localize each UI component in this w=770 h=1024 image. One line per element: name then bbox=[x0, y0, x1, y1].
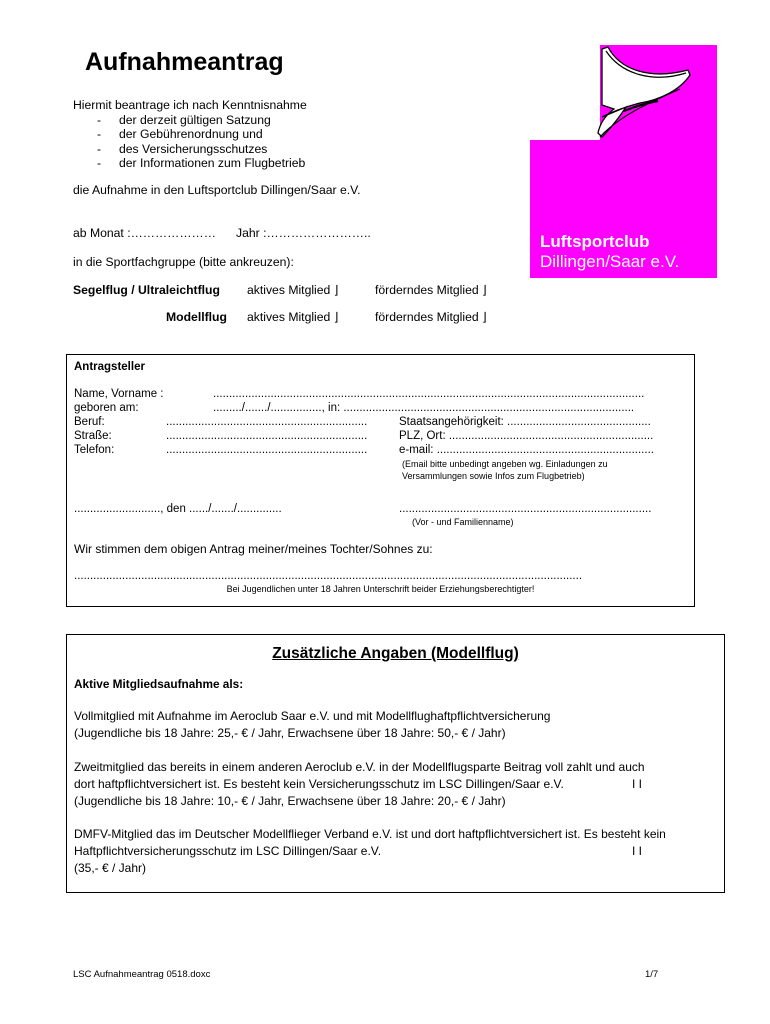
staats-field[interactable]: Staatsangehörigkeit: ............................................. bbox=[399, 416, 651, 428]
strasse-field[interactable]: ............................................................... bbox=[166, 430, 368, 442]
dmfv-checkbox[interactable]: I I bbox=[632, 844, 643, 858]
plz-field[interactable]: PLZ, Ort: ................................................................ bbox=[399, 430, 654, 442]
signature-label: (Vor - und Familienname) bbox=[412, 517, 514, 527]
telefon-label: Telefon: bbox=[74, 444, 115, 456]
list-item-text: der Gebührenordnung und bbox=[119, 127, 263, 141]
zweitmitglied-checkbox[interactable]: I I bbox=[632, 777, 643, 791]
list-item-text: der derzeit gültigen Satzung bbox=[119, 112, 271, 127]
page-title: Aufnahmeantrag bbox=[85, 48, 284, 76]
antragsteller-section bbox=[66, 354, 695, 607]
ab-monat-field[interactable]: ab Monat :………………… bbox=[73, 226, 216, 240]
modellflug-label: Modellflug bbox=[166, 310, 227, 324]
beruf-label: Beruf: bbox=[74, 416, 105, 428]
list-dash: - bbox=[97, 112, 102, 127]
option-text: Haftpflichtversicherungsschutz im LSC Dillingen/Saar e.V. bbox=[74, 844, 382, 858]
club-line: die Aufnahme in den Luftsportclub Dillingen/Saar e.V. bbox=[73, 183, 361, 197]
zweitmitglied-option[interactable] bbox=[74, 759, 645, 810]
modellflug-aktiv-checkbox[interactable]: aktives Mitglied ⌋ bbox=[247, 310, 339, 324]
consent-signature-field[interactable]: ............................................................................................................................................................... bbox=[74, 570, 583, 582]
list-item-text: des Versicherungsschutzes bbox=[119, 141, 268, 156]
zusatz-title: Zusätzliche Angaben (Modellflug) bbox=[272, 645, 519, 662]
list-item bbox=[73, 156, 307, 171]
sportfach-label: in die Sportfachgruppe (bitte ankreuzen): bbox=[73, 255, 294, 269]
list-item bbox=[73, 113, 307, 128]
jahr-field[interactable]: Jahr :…………………….. bbox=[236, 226, 371, 240]
option-text: (Jugendliche bis 18 Jahre: 25,- € / Jahr, Erwachsene über 18 Jahre: 50,- € / Jahr) bbox=[74, 726, 506, 740]
option-text: (Jugendliche bis 18 Jahre: 10,- € / Jahr, Erwachsene über 18 Jahre: 20,- € / Jahr) bbox=[74, 794, 506, 808]
logo-club-place: Dillingen/Saar e.V. bbox=[540, 252, 680, 271]
geboren-field[interactable]: ........./......./................, in: ........................................................................................... bbox=[213, 402, 635, 414]
option-text: Zweitmitglied das bereits in einem anderen Aeroclub e.V. in der Modellflugsparte Beitrag voll zahlt und auch bbox=[74, 760, 645, 774]
signature-field[interactable]: ............................................................................... bbox=[399, 503, 652, 515]
email-note: (Email bitte unbedingt angeben wg. Einladungen zu bbox=[402, 459, 608, 469]
option-text: (35,- € / Jahr) bbox=[74, 861, 147, 875]
email-note: Versammlungen sowie Infos zum Flugbetrieb) bbox=[402, 471, 585, 481]
zusatz-subtitle: Aktive Mitgliedsaufnahme als: bbox=[74, 677, 244, 691]
list-item-text: der Informationen zum Flugbetrieb bbox=[119, 156, 306, 170]
telefon-field[interactable]: ............................................................... bbox=[166, 444, 368, 456]
option-text: Vollmitglied mit Aufnahme im Aeroclub Saar e.V. und mit Modellflughaftpflichtversicherung bbox=[74, 709, 551, 723]
antragsteller-heading: Antragsteller bbox=[74, 361, 145, 373]
list-dash: - bbox=[97, 156, 102, 170]
geboren-label: geboren am: bbox=[74, 402, 139, 414]
option-text: dort haftpflichtversichert ist. Es besteht kein Versicherungsschutz im LSC Dillingen/Saar e.V. bbox=[74, 777, 564, 791]
list-dash: - bbox=[97, 141, 102, 156]
consent-text: Wir stimmen dem obigen Antrag meiner/meines Tochter/Sohnes zu: bbox=[74, 542, 433, 556]
beruf-field[interactable]: ............................................................... bbox=[166, 416, 368, 428]
consent-note: Bei Jugendlichen unter 18 Jahren Unterschrift beider Erziehungsberechtigter! bbox=[226, 584, 535, 594]
list-dash: - bbox=[97, 127, 102, 141]
list-item bbox=[73, 142, 307, 157]
name-label: Name, Vorname : bbox=[74, 388, 164, 400]
intro-line: Hiermit beantrage ich nach Kenntnisnahme bbox=[73, 98, 307, 112]
dmfv-option[interactable] bbox=[74, 826, 666, 877]
intro-text bbox=[73, 98, 307, 171]
segelflug-aktiv-checkbox[interactable]: aktives Mitglied ⌋ bbox=[247, 283, 339, 297]
segelflug-foerdernd-checkbox[interactable]: förderndes Mitglied ⌋ bbox=[375, 283, 487, 297]
zusatz-section bbox=[66, 634, 725, 893]
footer-page-number: 1/7 bbox=[645, 969, 659, 980]
name-field[interactable]: ....................................................................................................................................... bbox=[213, 388, 645, 400]
logo-club-name: Luftsportclub bbox=[540, 232, 650, 251]
logo-text bbox=[540, 232, 679, 272]
vollmitglied-option[interactable] bbox=[74, 708, 550, 742]
ort-datum-field[interactable]: ..........................., den ....../......./.............. bbox=[74, 503, 282, 515]
segelflug-label: Segelflug / Ultraleichtflug bbox=[73, 283, 220, 297]
footer-filename: LSC Aufnahmeantrag 0518.doxc bbox=[73, 969, 211, 980]
strasse-label: Straße: bbox=[74, 430, 112, 442]
list-item bbox=[73, 127, 307, 142]
email-field[interactable]: e-mail: .................................................................... bbox=[399, 444, 654, 456]
option-text: DMFV-Mitglied das im Deutscher Modellflieger Verband e.V. ist und dort haftpflichtversichert ist. Es besteht kein bbox=[74, 827, 666, 841]
modellflug-foerdernd-checkbox[interactable]: förderndes Mitglied ⌋ bbox=[375, 310, 487, 324]
